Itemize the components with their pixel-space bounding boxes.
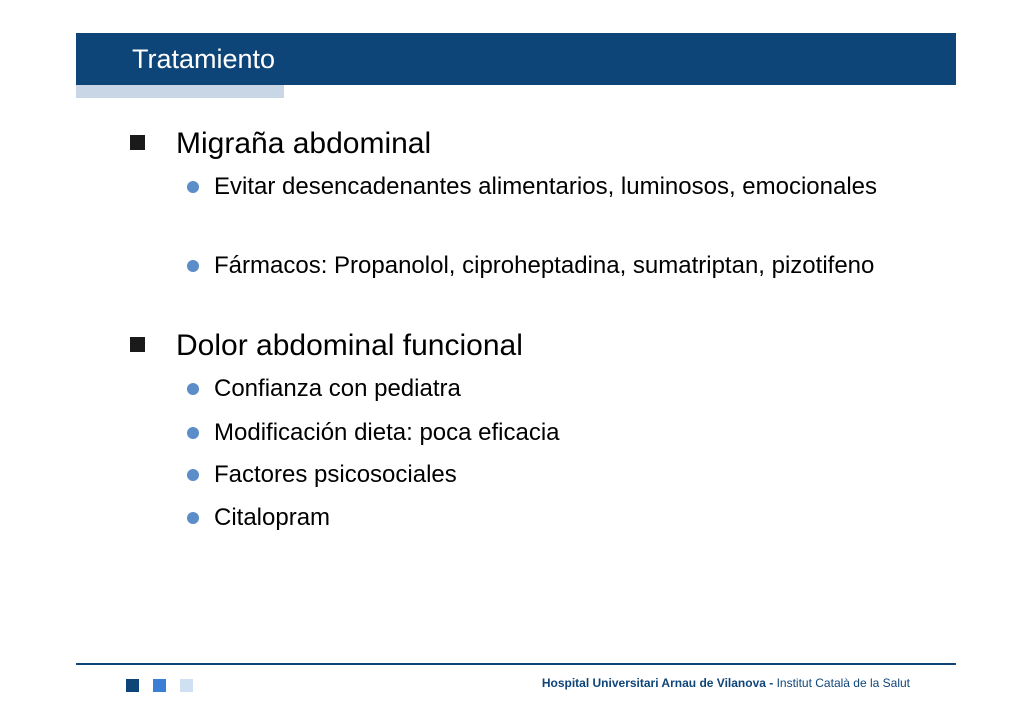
square-bullet-icon [130,135,145,150]
list-item [214,251,914,281]
square-bullet-icon [130,337,145,352]
round-bullet-icon [187,181,199,193]
footer-institution [542,675,910,691]
section-heading [176,127,431,161]
footer-institution-bold: Hospital Universitari Arnau de Vilanova - [541,676,774,690]
round-bullet-icon [187,469,199,481]
list-item-text: Evitar desencadenantes alimentarios, luminosos, emocionales [214,173,878,200]
list-item-text: Confianza con pediatra [214,375,461,402]
footer-divider [76,663,956,665]
list-item [214,374,914,404]
round-bullet-icon [187,260,199,272]
footer-square-light-icon [180,679,193,692]
round-bullet-icon [187,383,199,395]
section-heading-text: Dolor abdominal funcional [176,329,523,362]
list-item [214,503,914,533]
list-item-text: Factores psicosociales [214,461,457,488]
list-item-text: Citalopram [214,504,331,531]
list-item [214,460,914,490]
footer-square-dark-icon [126,679,139,692]
footer-square-mid-icon [153,679,166,692]
footer-institution-regular: Institut Català de la Salut [773,676,910,690]
list-item-text: Modificación dieta: poca eficacia [214,419,560,446]
list-item [214,418,914,448]
list-item [214,172,914,202]
round-bullet-icon [187,512,199,524]
section-heading [176,329,523,363]
section-heading-text: Migraña abdominal [176,127,432,160]
round-bullet-icon [187,427,199,439]
slide-title: Tratamiento [132,44,276,74]
list-item-text: Fármacos: Propanolol, ciproheptadina, sumatriptan, pizotifeno [214,252,875,279]
